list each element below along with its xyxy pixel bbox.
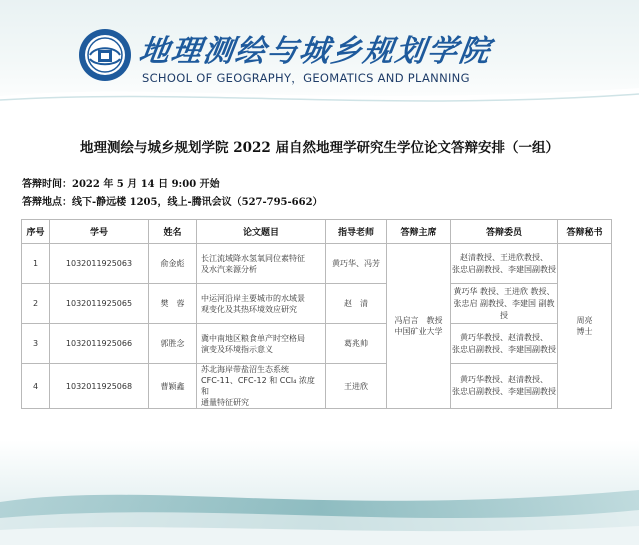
page-title: 地理测绘与城乡规划学院 2022 届自然地理学研究生学位论文答辩安排（一组） bbox=[80, 140, 559, 156]
chair-org: 中国矿业大学 bbox=[394, 327, 443, 336]
committee-line: 张忠启副教授、李建国副教授 bbox=[452, 344, 556, 354]
row-index: 2 bbox=[22, 284, 50, 324]
row-name: 樊 蓉 bbox=[149, 284, 197, 324]
header-name: 姓名 bbox=[149, 220, 197, 244]
topic-line: 苏北海岸带盐沼生态系统 bbox=[201, 365, 289, 374]
row-committee bbox=[451, 324, 558, 364]
committee-line: 黄巧华教授、赵清教授、 bbox=[460, 375, 548, 384]
committee-line: 赵清教授、王进欣教授、 bbox=[460, 252, 548, 262]
header-student-id: 学号 bbox=[50, 220, 149, 244]
row-name: 曹颖鑫 bbox=[149, 364, 197, 409]
secretary-title: 博士 bbox=[576, 327, 593, 336]
header-index: 序号 bbox=[22, 220, 50, 244]
committee-line: 黄巧华 教授、王进欣 教授、 bbox=[453, 286, 555, 296]
secretary-name: 周亮 bbox=[576, 316, 593, 325]
row-topic bbox=[197, 324, 326, 364]
row-student-id: 1032011925066 bbox=[50, 324, 149, 364]
row-index: 4 bbox=[22, 364, 50, 409]
table-header-row bbox=[22, 220, 612, 244]
committee-line: 黄巧华教授、赵清教授、 bbox=[460, 332, 548, 342]
university-seal-icon bbox=[78, 28, 132, 82]
row-index: 1 bbox=[22, 244, 50, 284]
school-name-en: SCHOOL OF GEOGRAPHY，GEOMATICS AND PLANNING bbox=[142, 71, 470, 85]
row-student-id: 1032011925065 bbox=[50, 284, 149, 324]
topic-line: 演变及环境指示意义 bbox=[201, 344, 273, 354]
committee-line: 张忠启 副教授、李建国 副教授 bbox=[453, 298, 555, 320]
row-advisor: 葛兆帅 bbox=[326, 324, 387, 364]
topic-line: 通量特征研究 bbox=[201, 398, 249, 407]
committee-line: 张忠启副教授、李建国副教授 bbox=[452, 264, 556, 274]
defense-schedule-table bbox=[21, 219, 612, 409]
topic-line: CFC-11、CFC-12 和 CCl₄ 浓度和 bbox=[201, 376, 315, 396]
header-chair: 答辩主席 bbox=[387, 220, 451, 244]
committee-line: 张忠启副教授、李建国副教授 bbox=[452, 387, 556, 396]
table-row bbox=[22, 364, 612, 409]
header-advisor: 指导老师 bbox=[326, 220, 387, 244]
header-committee: 答辩委员 bbox=[451, 220, 558, 244]
row-topic bbox=[197, 364, 326, 409]
table-row bbox=[22, 284, 612, 324]
topic-line: 及水汽来源分析 bbox=[201, 264, 257, 274]
table-row bbox=[22, 244, 612, 284]
row-index: 3 bbox=[22, 324, 50, 364]
row-advisor: 王进欣 bbox=[326, 364, 387, 409]
footer-wave-decoration bbox=[0, 440, 639, 545]
topic-line: 冀中南地区粮食单产时空格局 bbox=[201, 333, 305, 343]
row-topic bbox=[197, 244, 326, 284]
topic-line: 长江流域降水氢氧同位素特征 bbox=[201, 253, 305, 263]
row-advisor: 赵 清 bbox=[326, 284, 387, 324]
row-name: 俞金彪 bbox=[149, 244, 197, 284]
row-advisor: 黄巧华、冯芳 bbox=[326, 244, 387, 284]
row-student-id: 1032011925068 bbox=[50, 364, 149, 409]
header-topic: 论文题目 bbox=[197, 220, 326, 244]
topic-line: 中运河沿岸主要城市的水域景 bbox=[201, 293, 305, 303]
secretary-cell bbox=[558, 244, 612, 409]
row-committee bbox=[451, 364, 558, 409]
row-committee bbox=[451, 244, 558, 284]
defense-location: 答辩地点：线下-静远楼 1205，线上-腾讯会议（527-795-662） bbox=[22, 197, 323, 208]
table-row bbox=[22, 324, 612, 364]
row-topic bbox=[197, 284, 326, 324]
header-secretary: 答辩秘书 bbox=[558, 220, 612, 244]
school-name-cn: 地理测绘与城乡规划学院 bbox=[136, 34, 494, 69]
row-student-id: 1032011925063 bbox=[50, 244, 149, 284]
topic-line: 观变化及其热环境效应研究 bbox=[201, 304, 297, 314]
row-committee bbox=[451, 284, 558, 324]
chair-cell bbox=[387, 244, 451, 409]
row-name: 郭胜念 bbox=[149, 324, 197, 364]
chair-name: 冯启言 教授 bbox=[394, 316, 443, 325]
defense-time: 答辩时间：2022 年 5 月 14 日 9:00 开始 bbox=[22, 179, 220, 190]
